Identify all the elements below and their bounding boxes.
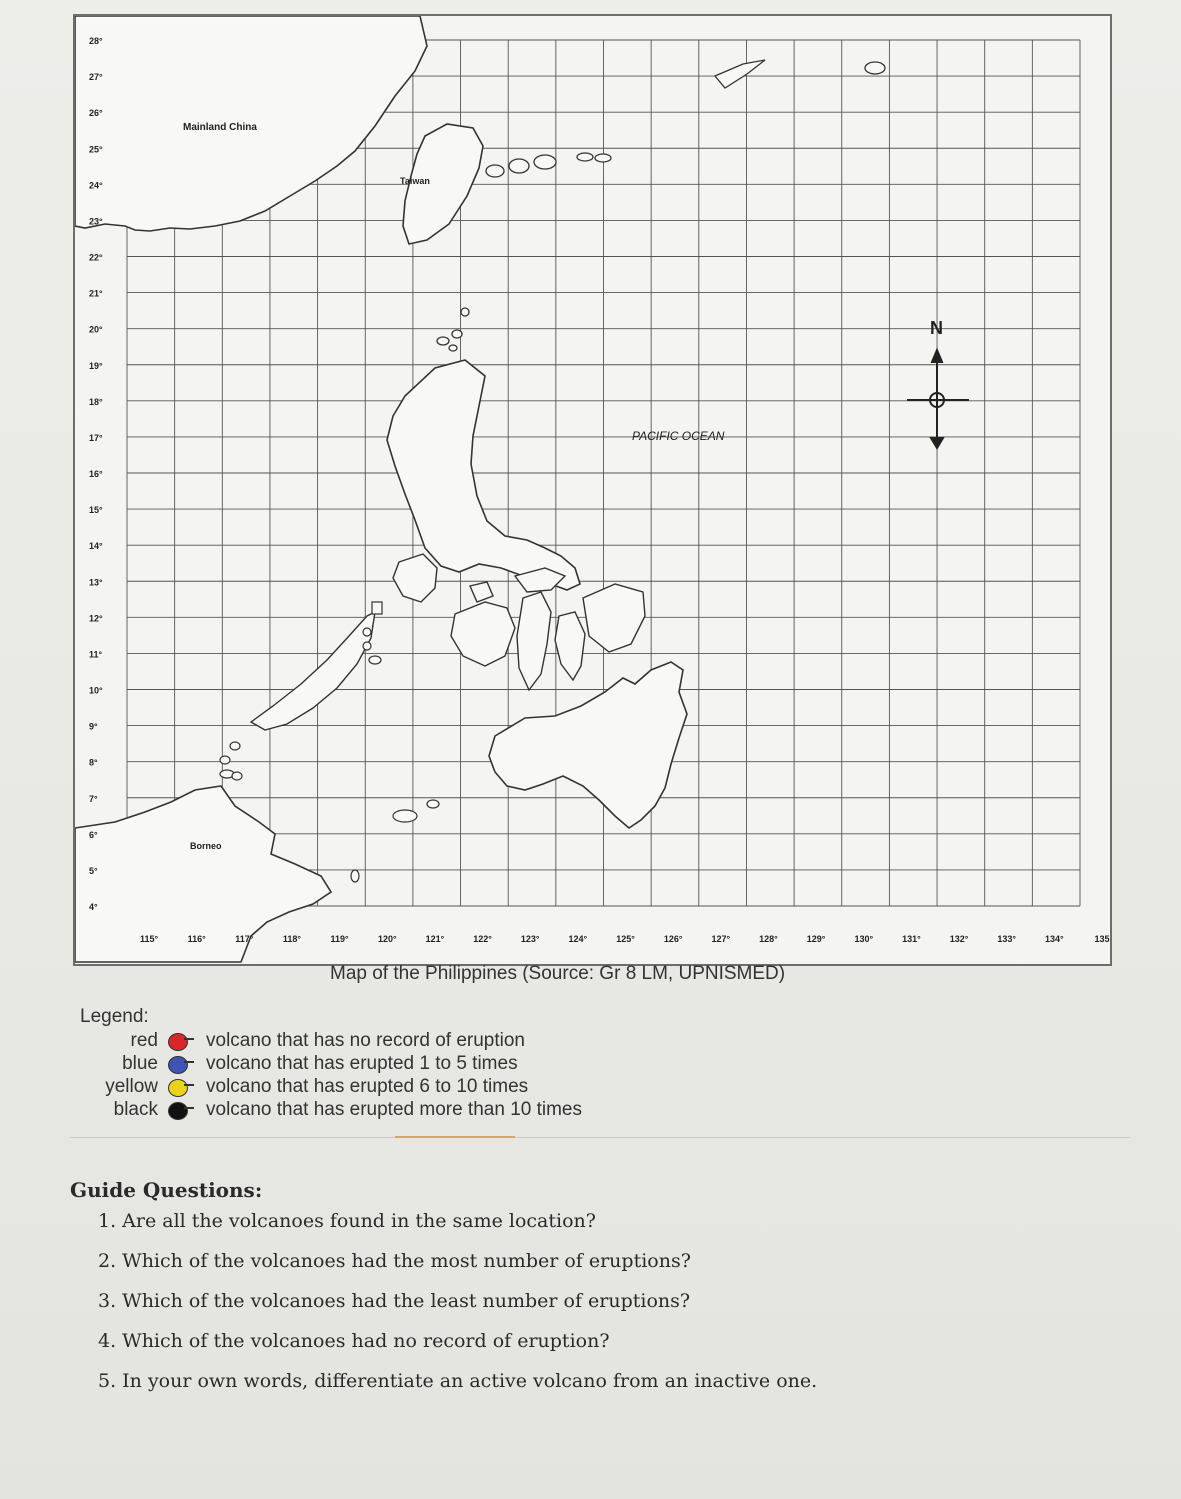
question-item: 1. Are all the volcanoes found in the same location? xyxy=(98,1210,596,1232)
longitude-tick-label: 124° xyxy=(568,934,588,944)
question-list xyxy=(98,1210,1130,1392)
legend-row-blue xyxy=(80,1053,840,1076)
arrow-icon xyxy=(184,1107,194,1109)
latitude-tick-label: 5° xyxy=(89,865,98,876)
longitude-tick-label: 125° xyxy=(616,934,635,944)
section-divider xyxy=(70,1137,1130,1138)
guide-questions xyxy=(70,1178,1130,1410)
latitude-tick-label: 4° xyxy=(89,902,98,912)
latitude-tick-label: 28° xyxy=(89,36,103,46)
legend-description: volcano that has erupted 6 to 10 times xyxy=(206,1076,529,1097)
legend-row-red xyxy=(80,1030,840,1053)
longitude-tick-label: 129° xyxy=(806,934,826,944)
latitude-tick-label: 24° xyxy=(89,180,103,191)
longitude-labels xyxy=(140,934,1110,944)
longitude-tick-label: 121° xyxy=(425,934,445,944)
arrow-icon xyxy=(184,1061,194,1063)
latitude-tick-label: 27° xyxy=(89,72,103,83)
longitude-tick-label: 134° xyxy=(1045,934,1064,944)
legend-row-yellow xyxy=(80,1076,840,1099)
yellow-dot-icon xyxy=(168,1079,188,1097)
latitude-tick-label: 12° xyxy=(89,613,103,624)
latitude-tick-label: 20° xyxy=(89,324,103,335)
label-pacific-ocean: PACIFIC OCEAN xyxy=(632,429,725,443)
legend-row-black xyxy=(80,1099,840,1122)
latitude-tick-label: 17° xyxy=(89,432,103,443)
latitude-tick-label: 19° xyxy=(89,360,103,371)
latitude-tick-label: 9° xyxy=(89,721,98,732)
legend xyxy=(80,1006,840,1122)
arrow-icon xyxy=(184,1084,194,1086)
batanes-islands xyxy=(437,308,469,351)
divider-accent xyxy=(395,1136,515,1138)
question-item: 5. In your own words, differentiate an active volcano from an inactive one. xyxy=(98,1370,818,1392)
latitude-tick-label: 10° xyxy=(89,685,103,696)
longitude-tick-label: 131° xyxy=(902,934,921,944)
longitude-tick-label: 133° xyxy=(997,934,1017,944)
latitude-tick-label: 11° xyxy=(89,649,103,660)
legend-color-name: red xyxy=(130,1030,158,1051)
visayas-islands xyxy=(451,568,645,690)
red-dot-icon xyxy=(168,1033,188,1051)
legend-title: Legend: xyxy=(80,1006,149,1027)
longitude-tick-label: 127° xyxy=(711,934,731,944)
latitude-tick-label: 14° xyxy=(89,541,103,552)
legend-description: volcano that has erupted more than 10 times xyxy=(206,1099,583,1120)
latitude-tick-label: 8° xyxy=(89,757,98,768)
longitude-tick-label: 120° xyxy=(377,934,397,944)
question-item: 2. Which of the volcanoes had the most number of eruptions? xyxy=(98,1250,691,1272)
black-dot-icon xyxy=(168,1102,188,1120)
latitude-tick-label: 21° xyxy=(89,288,103,299)
legend-description: volcano that has no record of eruption xyxy=(206,1030,525,1051)
longitude-tick-label: 132° xyxy=(949,934,969,944)
legend-description: volcano that has erupted 1 to 5 times xyxy=(206,1053,518,1074)
longitude-tick-label: 128° xyxy=(759,934,778,944)
legend-color-name: black xyxy=(113,1099,158,1120)
question-item: 3. Which of the volcanoes had the least number of eruptions? xyxy=(98,1290,691,1312)
latitude-tick-label: 15° xyxy=(89,505,103,516)
philippines-grid-map xyxy=(75,16,1110,964)
latitude-tick-label: 18° xyxy=(89,396,103,407)
label-mainland-china: Mainland China xyxy=(183,122,257,133)
longitude-tick-label: 117° xyxy=(235,934,254,944)
map-frame xyxy=(73,14,1112,966)
ryukyu-islands xyxy=(486,60,885,177)
longitude-tick-label: 123° xyxy=(520,934,540,944)
question-item: 4. Which of the volcanoes had no record of eruption? xyxy=(98,1330,610,1352)
longitude-tick-label: 116° xyxy=(187,934,206,944)
latitude-tick-label: 26° xyxy=(89,108,103,119)
latitude-tick-label: 7° xyxy=(89,793,98,804)
legend-color-name: yellow xyxy=(105,1076,158,1097)
guide-title: Guide Questions: xyxy=(70,1178,263,1202)
legend-color-name: blue xyxy=(122,1053,158,1074)
latitude-tick-label: 6° xyxy=(89,829,98,840)
longitude-tick-label: 119° xyxy=(330,934,349,944)
latitude-tick-label: 23° xyxy=(89,216,103,227)
longitude-tick-label: 115° xyxy=(139,934,159,944)
longitude-tick-label: 126° xyxy=(663,934,683,944)
luzon-landmass xyxy=(387,360,580,590)
latitude-tick-label: 22° xyxy=(89,252,103,263)
mindanao-landmass xyxy=(489,662,687,828)
label-taiwan: Taiwan xyxy=(400,176,430,186)
label-north: N xyxy=(930,318,943,338)
blue-dot-icon xyxy=(168,1056,188,1074)
mindoro-landmass xyxy=(393,554,437,602)
longitude-tick-label: 118° xyxy=(282,934,302,944)
arrow-icon xyxy=(184,1038,194,1040)
longitude-tick-label: 135 xyxy=(1094,934,1110,944)
map-caption: Map of the Philippines (Source: Gr 8 LM, UPNISMED) xyxy=(330,963,786,984)
latitude-tick-label: 16° xyxy=(89,469,103,479)
longitude-tick-label: 130° xyxy=(854,934,874,944)
longitude-tick-label: 122° xyxy=(473,934,492,944)
latitude-tick-label: 13° xyxy=(89,577,103,588)
label-borneo: Borneo xyxy=(190,841,222,851)
latitude-tick-label: 25° xyxy=(89,144,103,155)
